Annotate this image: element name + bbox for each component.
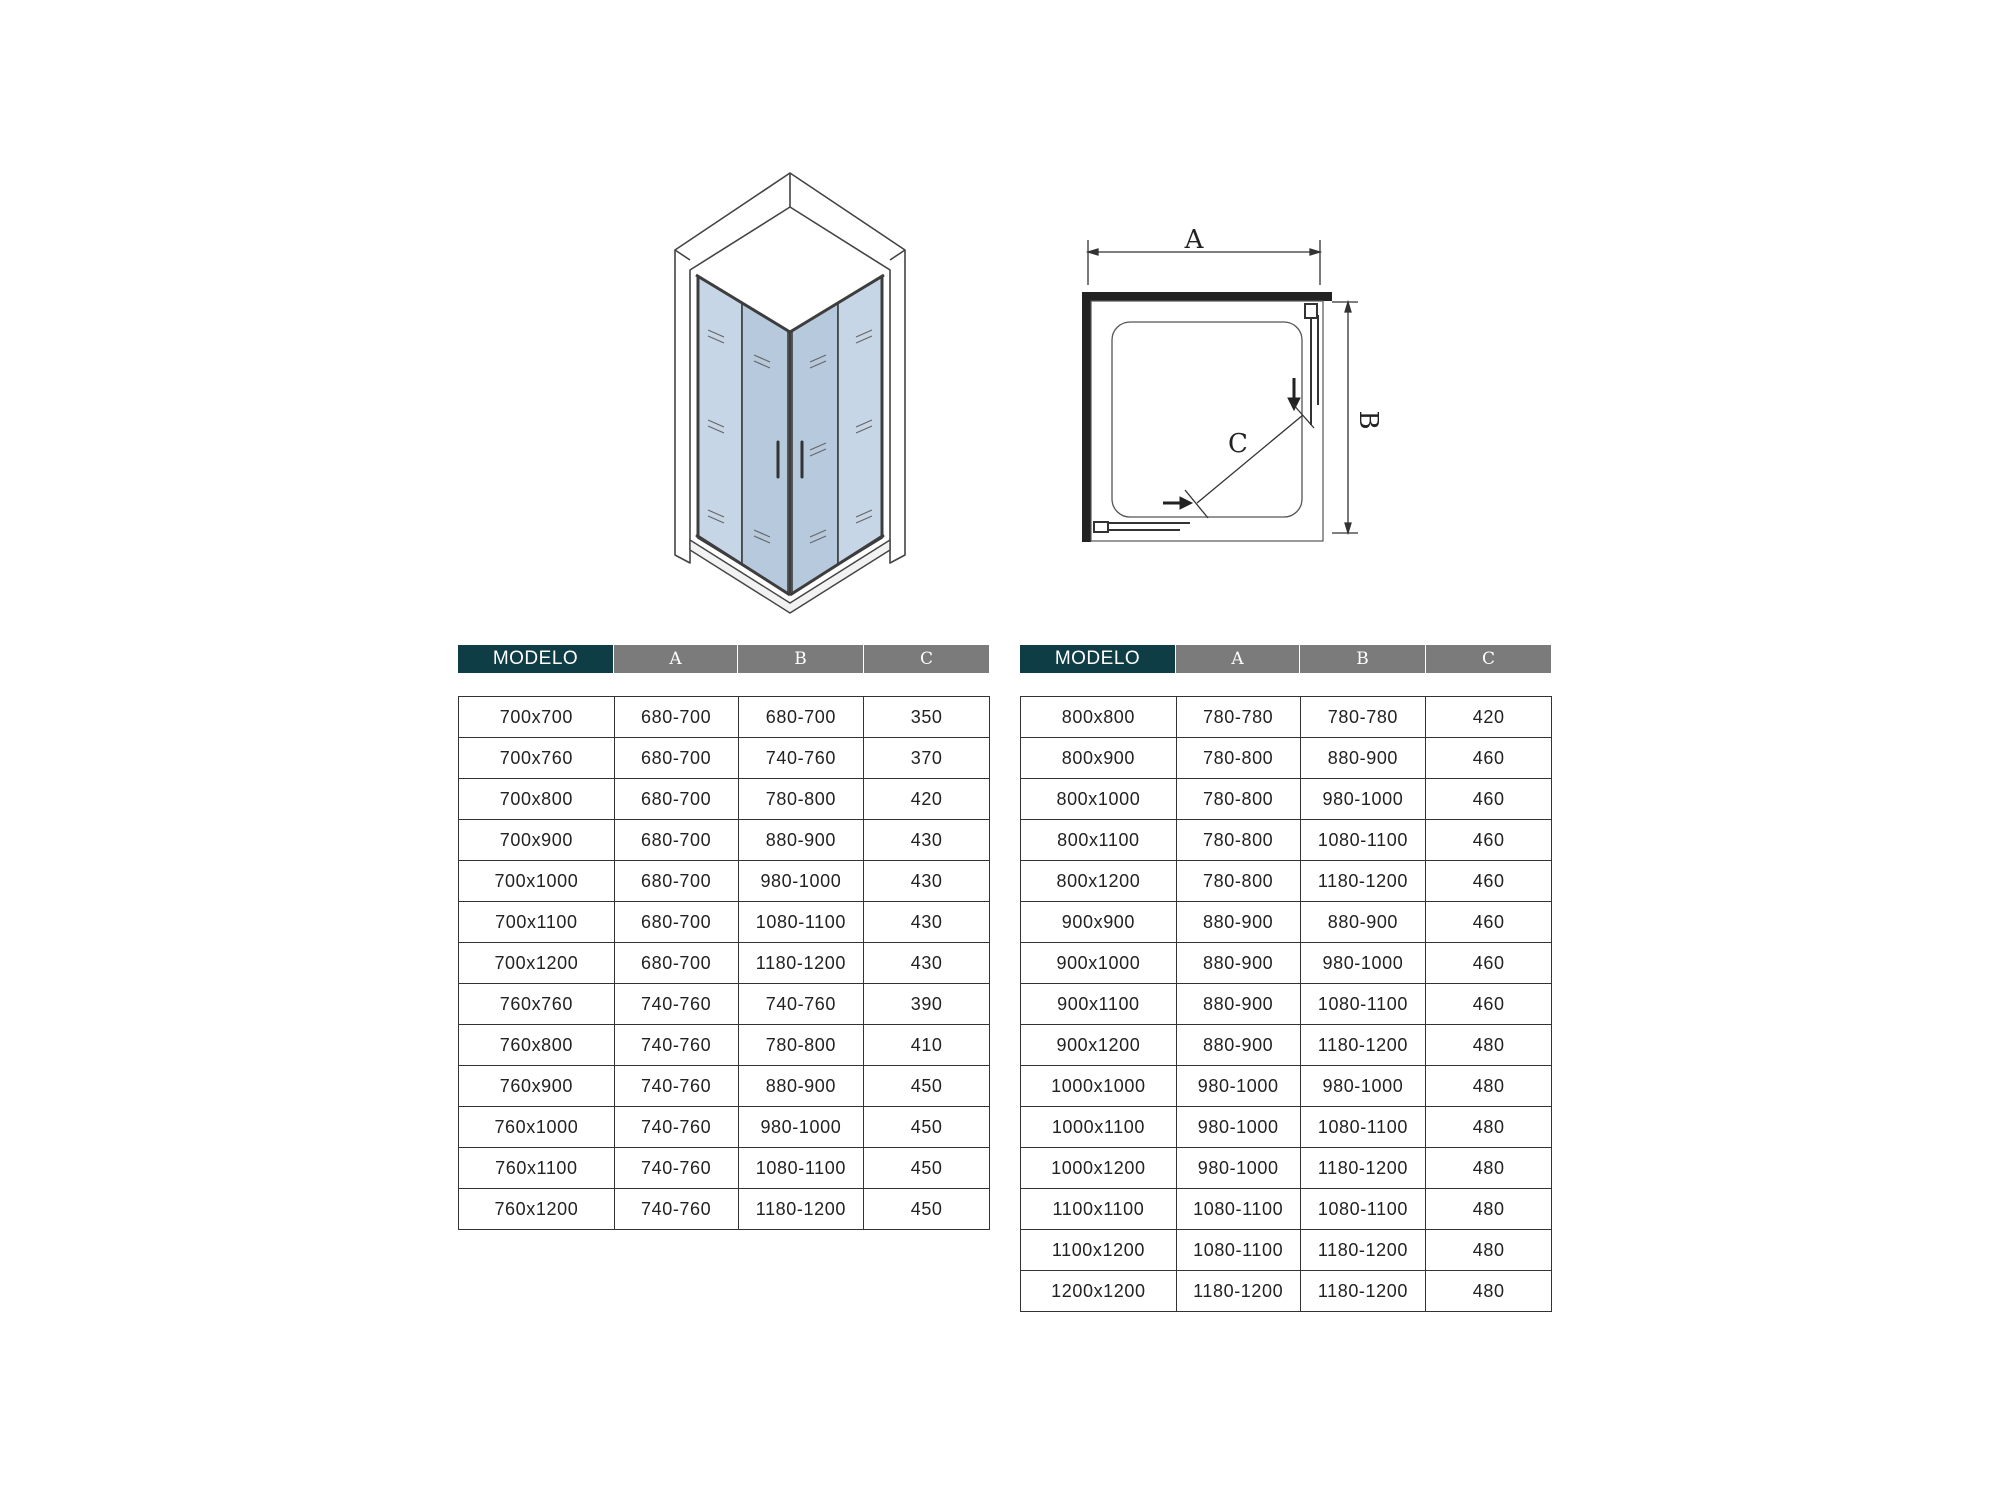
table-row [1021, 902, 1552, 943]
c-cell: 480 [1426, 1066, 1552, 1107]
dimension-a-label: A [1184, 225, 1204, 255]
model-cell: 1000x1000 [1021, 1066, 1177, 1107]
model-cell: 900x1000 [1021, 943, 1177, 984]
left-glass-panels [696, 275, 790, 595]
b-cell: 1080-1100 [1300, 820, 1426, 861]
a-cell: 680-700 [614, 697, 738, 738]
c-cell: 480 [1426, 1107, 1552, 1148]
a-cell: 680-700 [614, 779, 738, 820]
c-cell: 450 [864, 1066, 990, 1107]
table-row [1021, 1230, 1552, 1271]
a-cell: 780-800 [1176, 779, 1300, 820]
table-row [459, 738, 990, 779]
model-cell: 760x900 [459, 1066, 615, 1107]
a-cell: 680-700 [614, 902, 738, 943]
b-cell: 1080-1100 [738, 902, 864, 943]
model-cell: 800x1100 [1021, 820, 1177, 861]
c-cell: 480 [1426, 1189, 1552, 1230]
table-row [459, 902, 990, 943]
table-row [1021, 1107, 1552, 1148]
a-cell: 780-800 [1176, 861, 1300, 902]
table-row [459, 1025, 990, 1066]
b-cell: 1180-1200 [738, 943, 864, 984]
c-cell: 460 [1426, 779, 1552, 820]
header-c: C [864, 645, 990, 673]
size-table-left [458, 645, 990, 1219]
c-cell: 450 [864, 1189, 990, 1230]
a-cell: 1080-1100 [1176, 1189, 1300, 1230]
b-cell: 980-1000 [1300, 779, 1426, 820]
model-cell: 800x1200 [1021, 861, 1177, 902]
table-row [459, 1066, 990, 1107]
table-row [1021, 820, 1552, 861]
header-modelo: MODELO [458, 645, 614, 673]
a-cell: 740-760 [614, 1189, 738, 1230]
b-cell: 1080-1100 [738, 1148, 864, 1189]
a-cell: 780-800 [1176, 820, 1300, 861]
b-cell: 780-780 [1300, 697, 1426, 738]
a-cell: 740-760 [614, 1148, 738, 1189]
c-cell: 420 [1426, 697, 1552, 738]
model-cell: 760x800 [459, 1025, 615, 1066]
c-cell: 430 [864, 943, 990, 984]
c-cell: 480 [1426, 1230, 1552, 1271]
table-row [1021, 1025, 1552, 1066]
model-cell: 900x900 [1021, 902, 1177, 943]
right-glass-panels [790, 275, 884, 595]
c-cell: 420 [864, 779, 990, 820]
b-cell: 980-1000 [1300, 943, 1426, 984]
b-cell: 680-700 [738, 697, 864, 738]
c-cell: 460 [1426, 861, 1552, 902]
b-cell: 1180-1200 [1300, 861, 1426, 902]
b-cell: 880-900 [738, 1066, 864, 1107]
a-cell: 980-1000 [1176, 1066, 1300, 1107]
table-row [1021, 697, 1552, 738]
c-cell: 370 [864, 738, 990, 779]
b-cell: 1180-1200 [1300, 1148, 1426, 1189]
table-row [1021, 943, 1552, 984]
b-cell: 1080-1100 [1300, 1189, 1426, 1230]
model-cell: 1000x1100 [1021, 1107, 1177, 1148]
header-modelo: MODELO [1020, 645, 1176, 673]
a-cell: 740-760 [614, 1066, 738, 1107]
header-b: B [1300, 645, 1426, 673]
model-cell: 800x800 [1021, 697, 1177, 738]
c-cell: 350 [864, 697, 990, 738]
dimension-c-label: C [1228, 429, 1248, 459]
b-cell: 1080-1100 [1300, 984, 1426, 1025]
model-cell: 760x1100 [459, 1148, 615, 1189]
a-cell: 680-700 [614, 820, 738, 861]
table-row [1021, 984, 1552, 1025]
table-row [459, 779, 990, 820]
plan-tray-basin [1112, 322, 1302, 517]
b-cell: 1180-1200 [1300, 1025, 1426, 1066]
a-cell: 740-760 [614, 1025, 738, 1066]
table-header [1020, 645, 1552, 673]
model-cell: 700x900 [459, 820, 615, 861]
b-cell: 880-900 [1300, 738, 1426, 779]
b-cell: 980-1000 [1300, 1066, 1426, 1107]
header-c: C [1426, 645, 1552, 673]
shower-enclosure-plan-drawing [1060, 220, 1383, 550]
b-cell: 1080-1100 [1300, 1107, 1426, 1148]
table-row [459, 820, 990, 861]
model-cell: 1100x1100 [1021, 1189, 1177, 1230]
a-cell: 880-900 [1176, 1025, 1300, 1066]
c-cell: 430 [864, 902, 990, 943]
c-cell: 480 [1426, 1148, 1552, 1189]
model-cell: 760x760 [459, 984, 615, 1025]
a-cell: 980-1000 [1176, 1107, 1300, 1148]
size-table-right [1020, 645, 1552, 1301]
a-cell: 740-760 [614, 984, 738, 1025]
table-row [459, 1107, 990, 1148]
a-cell: 980-1000 [1176, 1148, 1300, 1189]
b-cell: 1180-1200 [1300, 1230, 1426, 1271]
table-row [1021, 1148, 1552, 1189]
table-row [459, 697, 990, 738]
table-row [459, 984, 990, 1025]
a-cell: 880-900 [1176, 902, 1300, 943]
a-cell: 780-800 [1176, 738, 1300, 779]
model-cell: 900x1100 [1021, 984, 1177, 1025]
b-cell: 740-760 [738, 738, 864, 779]
a-cell: 880-900 [1176, 984, 1300, 1025]
a-cell: 680-700 [614, 943, 738, 984]
table-row [1021, 1066, 1552, 1107]
model-cell: 700x700 [459, 697, 615, 738]
c-cell: 460 [1426, 738, 1552, 779]
header-a: A [1176, 645, 1300, 673]
dimension-a [1088, 240, 1320, 285]
a-cell: 880-900 [1176, 943, 1300, 984]
b-cell: 780-800 [738, 779, 864, 820]
c-cell: 480 [1426, 1025, 1552, 1066]
c-cell: 450 [864, 1148, 990, 1189]
table-row [459, 1148, 990, 1189]
table-body [1020, 696, 1552, 1312]
model-cell: 1000x1200 [1021, 1148, 1177, 1189]
model-cell: 760x1200 [459, 1189, 615, 1230]
b-cell: 880-900 [738, 820, 864, 861]
model-cell: 700x800 [459, 779, 615, 820]
table-row [459, 1189, 990, 1230]
c-cell: 460 [1426, 984, 1552, 1025]
header-a: A [614, 645, 738, 673]
table-row [459, 943, 990, 984]
table-row [1021, 1271, 1552, 1312]
b-cell: 780-800 [738, 1025, 864, 1066]
model-cell: 700x760 [459, 738, 615, 779]
model-cell: 760x1000 [459, 1107, 615, 1148]
b-cell: 1180-1200 [738, 1189, 864, 1230]
b-cell: 980-1000 [738, 1107, 864, 1148]
b-cell: 740-760 [738, 984, 864, 1025]
table-row [1021, 861, 1552, 902]
table-row [1021, 738, 1552, 779]
b-cell: 1180-1200 [1300, 1271, 1426, 1312]
shower-enclosure-isometric-drawing [630, 165, 950, 610]
c-cell: 390 [864, 984, 990, 1025]
table-row [459, 861, 990, 902]
plan-walls [1082, 292, 1332, 542]
a-cell: 740-760 [614, 1107, 738, 1148]
a-cell: 780-780 [1176, 697, 1300, 738]
model-cell: 1200x1200 [1021, 1271, 1177, 1312]
plan-tray-outline [1091, 301, 1323, 541]
plan-sliding-doors [1094, 304, 1318, 532]
a-cell: 680-700 [614, 738, 738, 779]
table-row [1021, 779, 1552, 820]
c-cell: 430 [864, 820, 990, 861]
model-cell: 700x1100 [459, 902, 615, 943]
a-cell: 680-700 [614, 861, 738, 902]
a-cell: 1080-1100 [1176, 1230, 1300, 1271]
c-cell: 460 [1426, 902, 1552, 943]
c-cell: 430 [864, 861, 990, 902]
model-cell: 900x1200 [1021, 1025, 1177, 1066]
model-cell: 800x1000 [1021, 779, 1177, 820]
c-cell: 480 [1426, 1271, 1552, 1312]
table-row [1021, 1189, 1552, 1230]
c-cell: 460 [1426, 820, 1552, 861]
model-cell: 700x1200 [459, 943, 615, 984]
header-b: B [738, 645, 864, 673]
c-cell: 410 [864, 1025, 990, 1066]
table-header [458, 645, 990, 673]
b-cell: 880-900 [1300, 902, 1426, 943]
dimension-b-label: B [1353, 410, 1383, 430]
a-cell: 1180-1200 [1176, 1271, 1300, 1312]
model-cell: 800x900 [1021, 738, 1177, 779]
c-cell: 460 [1426, 943, 1552, 984]
c-cell: 450 [864, 1107, 990, 1148]
b-cell: 980-1000 [738, 861, 864, 902]
dimension-c [1185, 403, 1314, 518]
model-cell: 1100x1200 [1021, 1230, 1177, 1271]
model-cell: 700x1000 [459, 861, 615, 902]
table-body [458, 696, 990, 1230]
